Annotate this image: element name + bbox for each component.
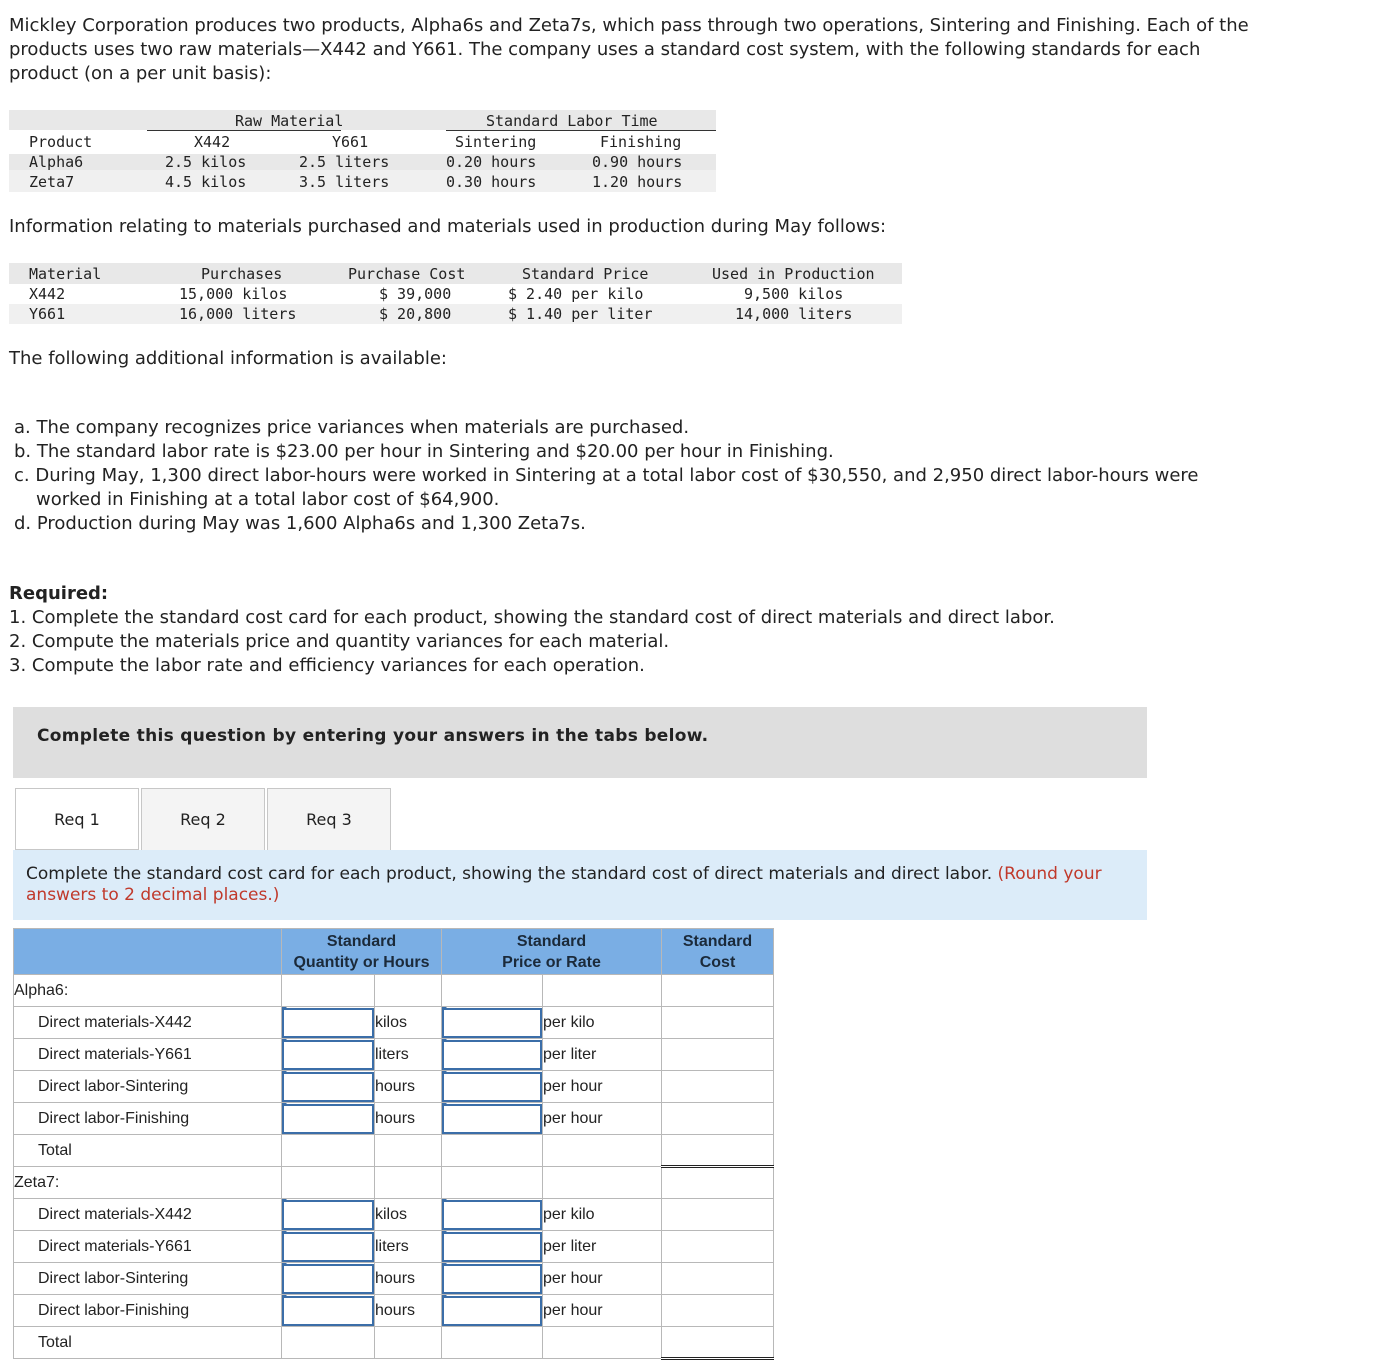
zeta7-section-label: Zeta7:: [14, 1167, 282, 1199]
row-y661-purchases: 16,000 liters: [179, 305, 297, 323]
zeta7-sintering-hours-input[interactable]: [282, 1264, 374, 1294]
additional-item-c: c. During May, 1,300 direct labor-hours were worked in Sintering at a total labor cost of $30,550, and 2,950 direct labor-hours were: [14, 465, 1199, 486]
zeta7-sintering-cost: [662, 1263, 774, 1295]
table-row: [14, 1295, 774, 1327]
zeta7-x442-quantity-input[interactable]: [282, 1200, 374, 1230]
zeta7-x442-cost: [662, 1199, 774, 1231]
materials-info-text: Information relating to materials purchased and materials used in production during May follows:: [9, 216, 887, 237]
card-header-price: Standard Price or Rate: [442, 929, 662, 975]
col-y661: Y661: [332, 133, 369, 151]
card-header-quantity: Standard Quantity or Hours: [282, 929, 442, 975]
alpha6-finishing-hours-input[interactable]: [282, 1104, 374, 1134]
materials-table: [9, 263, 902, 325]
col-x442: X442: [194, 133, 231, 151]
additional-items-list: [14, 416, 1294, 536]
zeta7-total-label: Total: [14, 1327, 282, 1359]
zeta7-y661-price-input[interactable]: [442, 1232, 542, 1262]
row-x442-price: $ 2.40 per kilo: [508, 285, 644, 303]
standard-cost-card: [13, 928, 774, 1360]
alpha6-y661-quantity-input[interactable]: [282, 1040, 374, 1070]
alpha6-row-label: Direct materials-X442: [14, 1007, 282, 1039]
required-section: [9, 582, 1209, 678]
tab-req-3-label: Req 3: [306, 810, 352, 829]
col-purchases: Purchases: [201, 265, 283, 283]
alpha6-y661-cost: [662, 1039, 774, 1071]
alpha6-x442-quantity-input[interactable]: [282, 1008, 374, 1038]
zeta7-sintering-unit: hours: [375, 1263, 442, 1295]
table-row: [14, 1071, 774, 1103]
additional-item-a: a. The company recognizes price variances when materials are purchased.: [14, 417, 690, 438]
tab-instruction-text: [26, 864, 1136, 906]
row-y661-material: Y661: [29, 305, 66, 323]
required-title: Required:: [9, 583, 109, 604]
alpha6-y661-unit: liters: [375, 1039, 442, 1071]
tab-req-2[interactable]: [141, 788, 265, 850]
zeta7-row-label: Direct labor-Sintering: [14, 1263, 282, 1295]
row-alpha6-product: Alpha6: [29, 153, 84, 171]
table-row: [14, 1103, 774, 1135]
row-zeta7-x442: 4.5 kilos: [165, 173, 247, 191]
col-purchase-cost: Purchase Cost: [348, 265, 466, 283]
card-header-cost: Standard Cost: [662, 929, 774, 975]
alpha6-finishing-rate-input[interactable]: [442, 1104, 542, 1134]
tab-req-3[interactable]: [267, 788, 391, 850]
zeta7-sintering-rate-input[interactable]: [442, 1264, 542, 1294]
labor-time-header: Standard Labor Time: [486, 112, 658, 130]
row-x442-purchases: 15,000 kilos: [179, 285, 288, 303]
required-item-2: 2. Compute the materials price and quantity variances for each material.: [9, 631, 670, 652]
instructions-banner: [13, 707, 1147, 778]
zeta7-x442-unit: kilos: [375, 1199, 442, 1231]
card-header-blank: [14, 929, 282, 975]
row-y661-used: 14,000 liters: [735, 305, 853, 323]
table-row: [14, 1007, 774, 1039]
alpha6-x442-cost: [662, 1007, 774, 1039]
row-zeta7-sintering: 0.30 hours: [446, 173, 537, 191]
alpha6-total-cost: [662, 1135, 774, 1167]
alpha6-sintering-cost: [662, 1071, 774, 1103]
intro-paragraph: Mickley Corporation produces two products, Alpha6s and Zeta7s, which pass through two operations, Sintering and Finishing. Each of the products uses two raw materials—X442 and Y661. The company uses a standard cost system, with the following standards for each product (on a per unit basis):: [9, 15, 1249, 84]
additional-item-c-cont: worked in Finishing at a total labor cost of $64,900.: [36, 489, 500, 510]
banner-text: Complete this question by entering your answers in the tabs below.: [37, 726, 709, 746]
alpha6-finishing-unit: hours: [375, 1103, 442, 1135]
table-row: [14, 1199, 774, 1231]
row-alpha6-sintering: 0.20 hours: [446, 153, 537, 171]
col-finishing: Finishing: [600, 133, 682, 151]
table-row: [14, 1039, 774, 1071]
alpha6-y661-price-input[interactable]: [442, 1040, 542, 1070]
zeta7-sintering-rate-unit: per hour: [543, 1263, 662, 1295]
alpha6-total-label: Total: [14, 1135, 282, 1167]
row-x442-used: 9,500 kilos: [744, 285, 844, 303]
row-x442-cost: $ 39,000: [379, 285, 452, 303]
tab-req-1-label: Req 1: [54, 809, 100, 829]
additional-item-b: b. The standard labor rate is $23.00 per hour in Sintering and $20.00 per hour in Finishing.: [14, 441, 834, 462]
col-product: Product: [29, 133, 93, 151]
additional-info-text: The following additional information is available:: [9, 348, 447, 369]
instruction-note: (Round your answers to 2 decimal places.): [26, 864, 1102, 905]
zeta7-y661-quantity-input[interactable]: [282, 1232, 374, 1262]
alpha6-x442-price-input[interactable]: [442, 1008, 542, 1038]
row-alpha6-y661: 2.5 liters: [299, 153, 390, 171]
alpha6-row-label: Direct labor-Finishing: [14, 1103, 282, 1135]
required-item-3: 3. Compute the labor rate and efficiency variances for each operation.: [9, 655, 645, 676]
col-standard-price: Standard Price: [522, 265, 649, 283]
row-y661-price: $ 1.40 per liter: [508, 305, 653, 323]
alpha6-finishing-rate-unit: per hour: [543, 1103, 662, 1135]
col-used-in-production: Used in Production: [712, 265, 875, 283]
zeta7-y661-cost: [662, 1231, 774, 1263]
col-sintering: Sintering: [455, 133, 537, 151]
zeta7-x442-rate-unit: per kilo: [543, 1199, 662, 1231]
zeta7-total-cost: [662, 1327, 774, 1359]
additional-item-d: d. Production during May was 1,600 Alpha6s and 1,300 Zeta7s.: [14, 513, 586, 534]
alpha6-sintering-rate-input[interactable]: [442, 1072, 542, 1102]
alpha6-y661-rate-unit: per liter: [543, 1039, 662, 1071]
alpha6-sintering-rate-unit: per hour: [543, 1071, 662, 1103]
alpha6-x442-rate-unit: per kilo: [543, 1007, 662, 1039]
col-material: Material: [29, 265, 102, 283]
table-row: [14, 1263, 774, 1295]
row-alpha6-finishing: 0.90 hours: [592, 153, 683, 171]
zeta7-finishing-cost: [662, 1295, 774, 1327]
row-x442-material: X442: [29, 285, 66, 303]
row-zeta7-y661: 3.5 liters: [299, 173, 390, 191]
alpha6-section-label: Alpha6:: [14, 975, 282, 1007]
alpha6-row-label: Direct materials-Y661: [14, 1039, 282, 1071]
zeta7-finishing-unit: hours: [375, 1295, 442, 1327]
zeta7-row-label: Direct labor-Finishing: [14, 1295, 282, 1327]
alpha6-row-label: Direct labor-Sintering: [14, 1071, 282, 1103]
raw-material-header: Raw Material: [235, 112, 344, 130]
zeta7-finishing-hours-input[interactable]: [282, 1296, 374, 1326]
instruction-main: Complete the standard cost card for each product, showing the standard cost of direct materials and direct labor.: [26, 864, 993, 884]
zeta7-y661-unit: liters: [375, 1231, 442, 1263]
row-y661-cost: $ 20,800: [379, 305, 452, 323]
tab-instruction-panel: [13, 850, 1147, 920]
alpha6-sintering-hours-input[interactable]: [282, 1072, 374, 1102]
table-row: [14, 1231, 774, 1263]
row-alpha6-x442: 2.5 kilos: [165, 153, 247, 171]
alpha6-finishing-cost: [662, 1103, 774, 1135]
required-item-1: 1. Complete the standard cost card for each product, showing the standard cost of direct materials and direct labor.: [9, 607, 1055, 628]
alpha6-sintering-unit: hours: [375, 1071, 442, 1103]
zeta7-finishing-rate-unit: per hour: [543, 1295, 662, 1327]
alpha6-x442-unit: kilos: [375, 1007, 442, 1039]
row-zeta7-product: Zeta7: [29, 173, 75, 191]
zeta7-finishing-rate-input[interactable]: [442, 1296, 542, 1326]
row-zeta7-finishing: 1.20 hours: [592, 173, 683, 191]
zeta7-row-label: Direct materials-Y661: [14, 1231, 282, 1263]
tab-req-1[interactable]: [15, 788, 139, 850]
tab-req-2-label: Req 2: [180, 810, 226, 829]
zeta7-row-label: Direct materials-X442: [14, 1199, 282, 1231]
zeta7-y661-rate-unit: per liter: [543, 1231, 662, 1263]
zeta7-x442-price-input[interactable]: [442, 1200, 542, 1230]
